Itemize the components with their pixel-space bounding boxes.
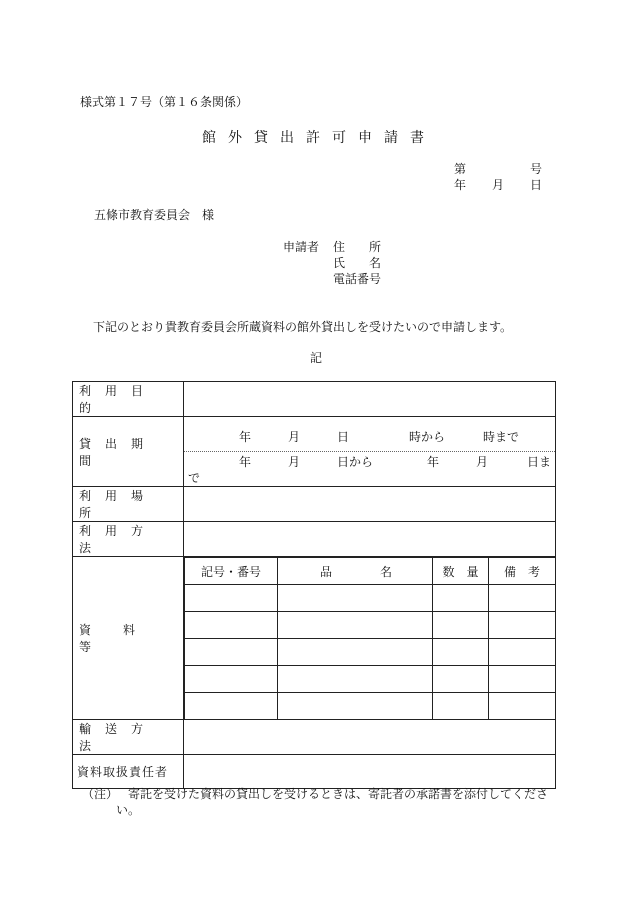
period-line2	[184, 452, 555, 487]
address-label: 住 所	[333, 240, 382, 254]
cell[interactable]	[433, 693, 489, 720]
table-row	[185, 693, 556, 720]
note-text-line2: い。	[116, 803, 141, 817]
materials-table	[184, 557, 555, 719]
header-item	[278, 558, 433, 585]
period1-year: 年	[239, 430, 252, 444]
date-month: 月	[492, 178, 505, 192]
doc-no-suffix: 号	[530, 162, 543, 176]
responsible-label	[73, 755, 184, 789]
materials-text: 資料等	[79, 623, 168, 654]
period-text: 貸出期間	[79, 436, 158, 468]
transport-label	[73, 720, 184, 755]
doc-no-prefix: 第	[454, 162, 467, 176]
addressee: 五條市教育委員会 様	[94, 208, 215, 222]
period-label	[73, 417, 184, 487]
table-row	[185, 612, 556, 639]
intro-text: 下記のとおり貴教育委員会所蔵資料の館外貸出しを受けたいので申請します。	[93, 320, 513, 334]
cell[interactable]	[185, 639, 278, 666]
header-remarks: 備 考	[489, 558, 556, 585]
date-day: 日	[530, 178, 543, 192]
cell[interactable]	[278, 612, 433, 639]
period1-from: 時から	[409, 430, 446, 444]
purpose-field[interactable]	[184, 382, 556, 417]
phone-label: 電話番号	[333, 272, 382, 286]
cell[interactable]	[278, 585, 433, 612]
header-item-a: 品	[320, 564, 333, 579]
place-field[interactable]	[184, 487, 556, 522]
applicant-label: 申請者	[283, 240, 320, 254]
method-label	[73, 522, 184, 557]
cell[interactable]	[489, 612, 556, 639]
place-label	[73, 487, 184, 522]
note-label: （注）	[82, 787, 119, 801]
period-field[interactable]	[184, 417, 556, 487]
materials-label	[73, 557, 184, 720]
table-row	[185, 639, 556, 666]
header-number: 記号・番号	[185, 558, 278, 585]
application-table	[72, 381, 556, 789]
cell[interactable]	[185, 666, 278, 693]
transport-text: 輸送方法	[79, 722, 158, 753]
purpose-label	[73, 382, 184, 417]
period2-year: 年	[239, 455, 252, 469]
materials-field	[184, 557, 556, 720]
period1-to: 時まで	[483, 430, 520, 444]
purpose-text: 利用目的	[79, 384, 158, 415]
period2-until-b: で	[188, 471, 201, 485]
period2-until-a: 日ま	[527, 455, 552, 469]
cell[interactable]	[489, 639, 556, 666]
ki-label: 記	[310, 351, 323, 365]
transport-field[interactable]	[184, 720, 556, 755]
date-year: 年	[454, 178, 467, 192]
page-title: 館外貸出許可申請書	[202, 130, 436, 146]
cell[interactable]	[489, 666, 556, 693]
period2-day-from: 日から	[337, 455, 374, 469]
method-field[interactable]	[184, 522, 556, 557]
period1-day: 日	[337, 430, 350, 444]
cell[interactable]	[278, 693, 433, 720]
cell[interactable]	[433, 639, 489, 666]
responsible-text: 資料取扱責任者	[77, 765, 169, 779]
cell[interactable]	[489, 585, 556, 612]
table-row	[185, 585, 556, 612]
note-text-line1: 寄託を受けた資料の貸出しを受けるときは、寄託者の承諾書を添付してくださ	[128, 787, 549, 801]
header-qty: 数 量	[433, 558, 489, 585]
cell[interactable]	[433, 612, 489, 639]
cell[interactable]	[185, 612, 278, 639]
cell[interactable]	[185, 693, 278, 720]
cell[interactable]	[185, 585, 278, 612]
table-row	[185, 666, 556, 693]
period-line1	[184, 417, 555, 452]
name-label: 氏 名	[333, 256, 382, 270]
period2-year2: 年	[427, 455, 440, 469]
period1-month: 月	[288, 430, 301, 444]
cell[interactable]	[433, 585, 489, 612]
cell[interactable]	[278, 639, 433, 666]
form-number: 様式第１７号（第１６条関係）	[80, 95, 249, 109]
responsible-field[interactable]	[184, 755, 556, 789]
place-text: 利用場所	[79, 489, 158, 520]
cell[interactable]	[489, 693, 556, 720]
method-text: 利用方法	[79, 524, 158, 555]
header-item-b: 名	[380, 564, 393, 579]
period2-month: 月	[288, 455, 301, 469]
cell[interactable]	[433, 666, 489, 693]
period2-month2: 月	[476, 455, 489, 469]
cell[interactable]	[278, 666, 433, 693]
